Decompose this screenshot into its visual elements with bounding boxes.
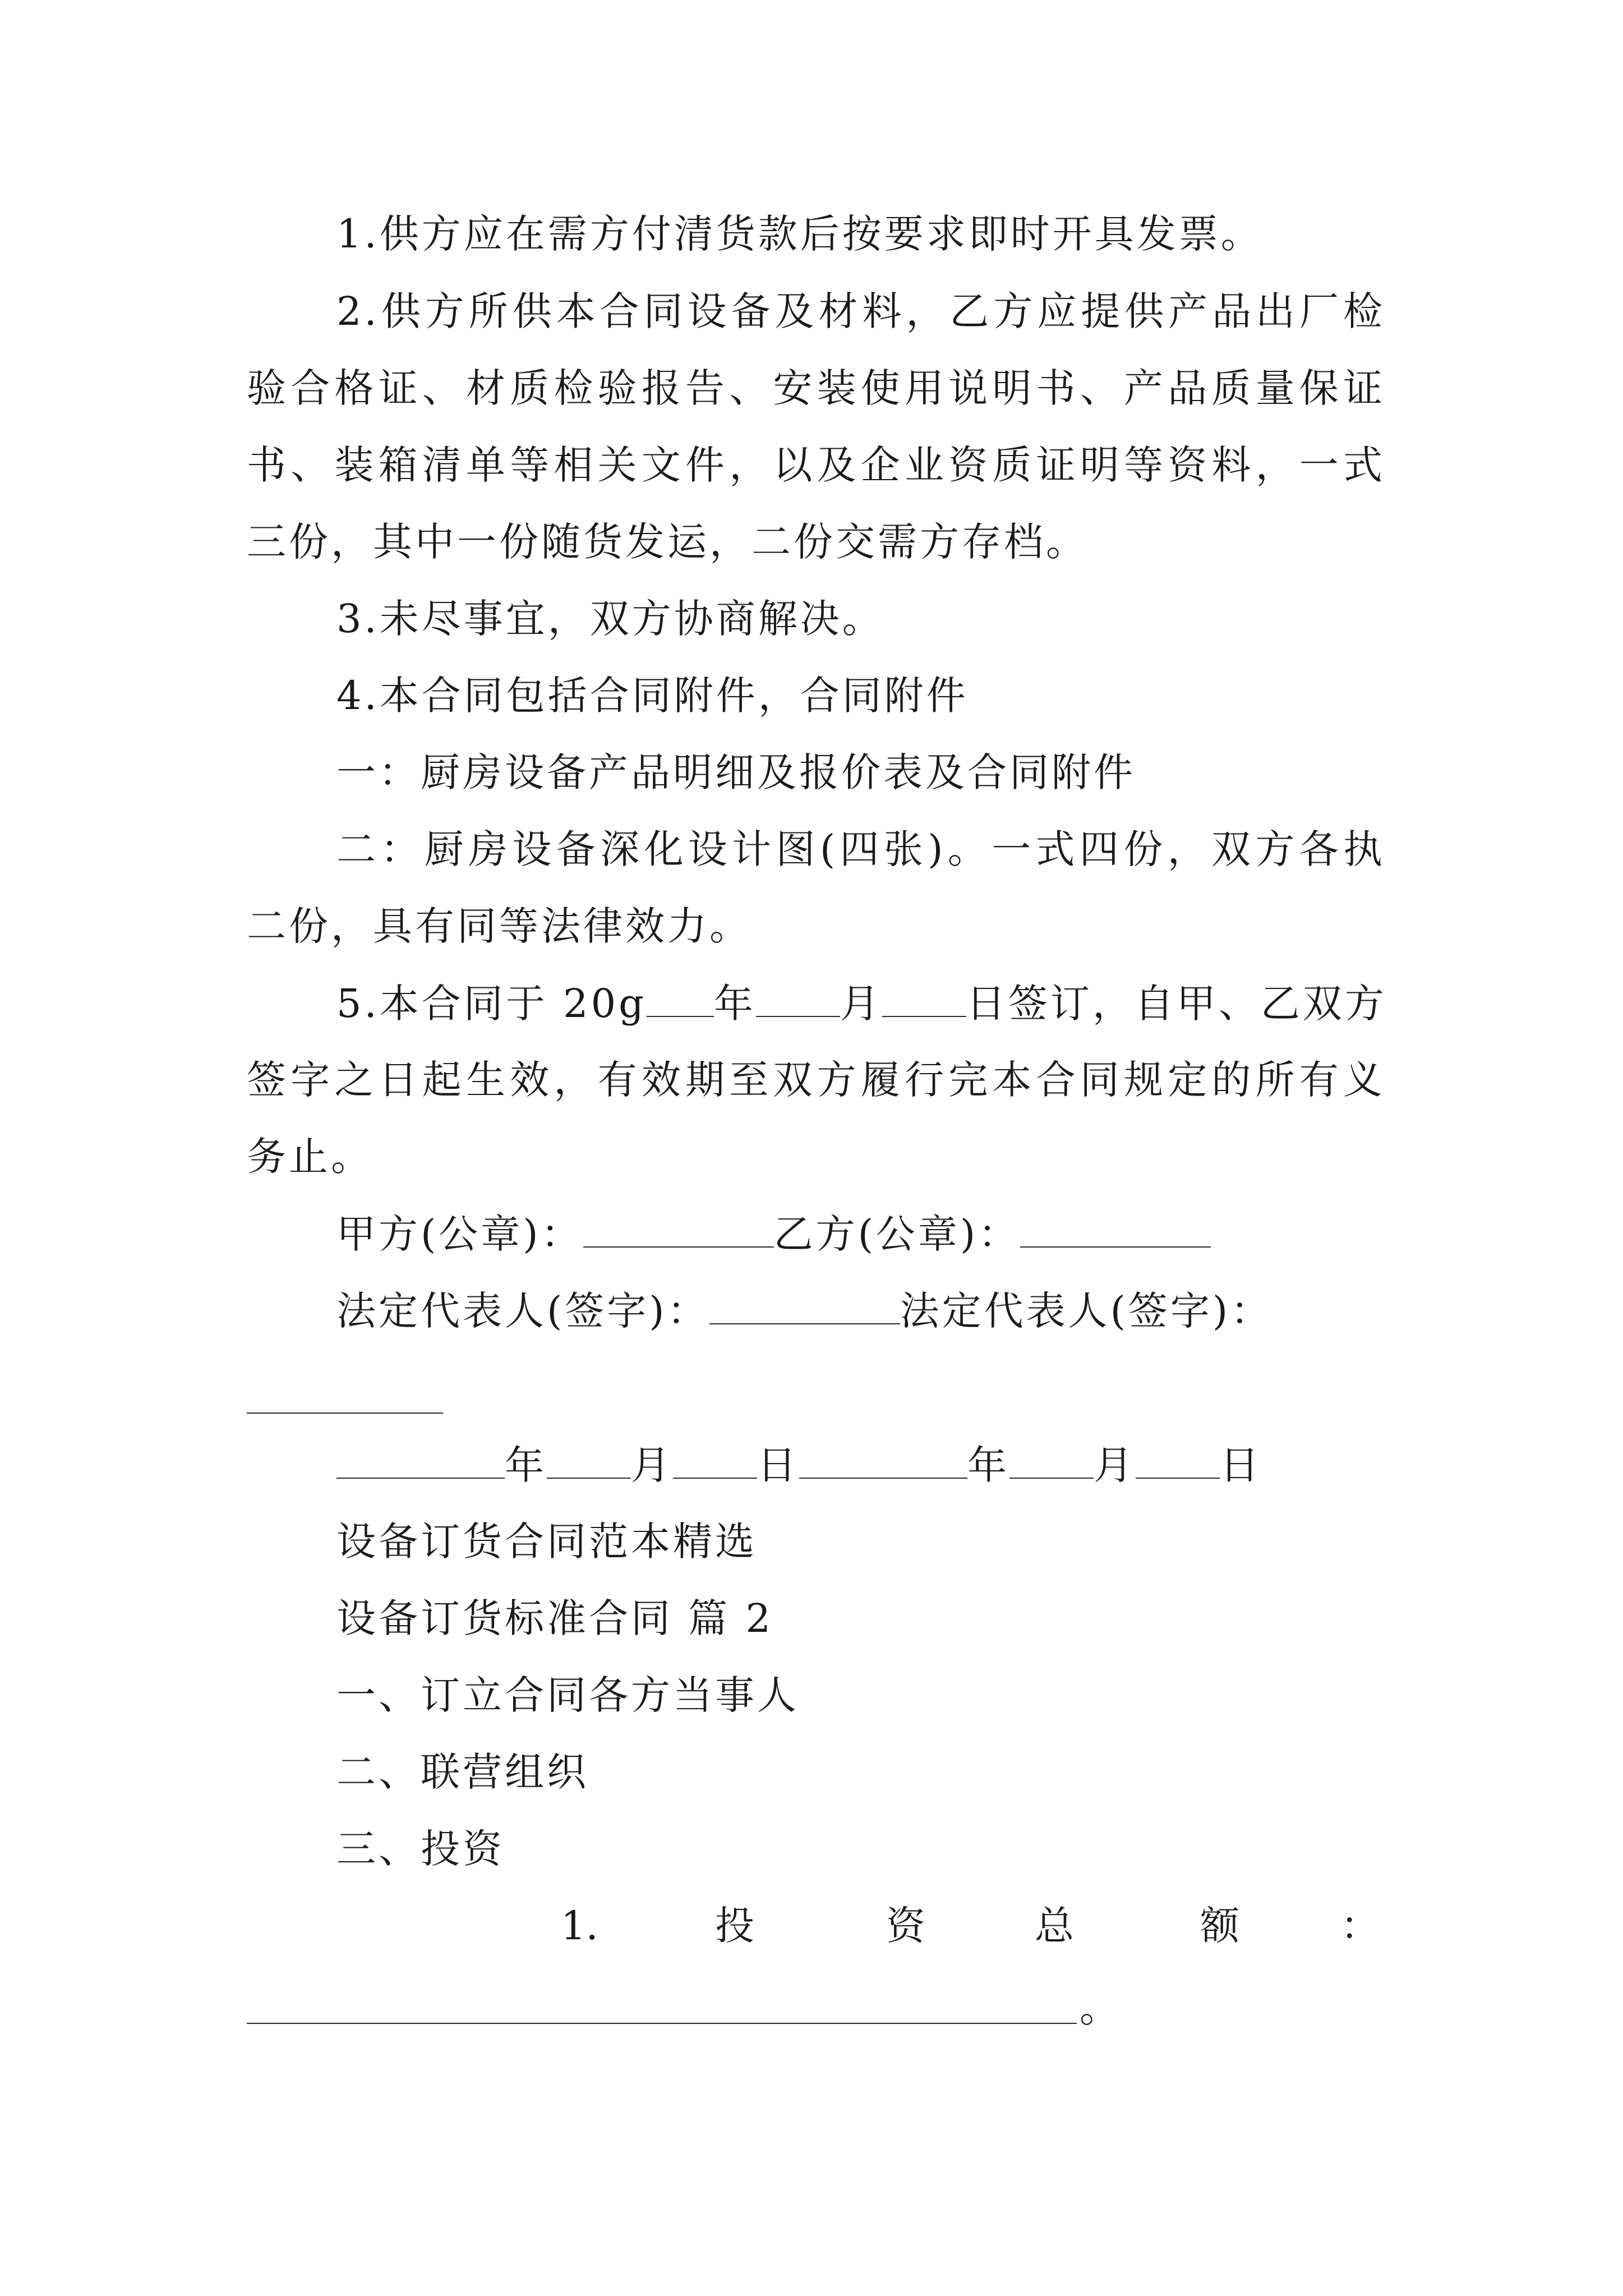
rep-b-label: 法定代表人(签字)： [900,1288,1273,1334]
investment-char-1: 投 [715,1903,754,1949]
party-b-seal-blank[interactable] [1020,1214,1211,1248]
clause-5-prefix: 5.本合同于 20g [336,981,647,1027]
clause-2-line-1: 2.供方所供本合同设备及材料，乙方应提供产品出厂检 [336,288,1385,334]
clause-5-year: 年 [713,981,756,1027]
document-subtitle: 设备订货标准合同 篇 2 [336,1595,774,1641]
date-b-month-blank[interactable] [1009,1445,1094,1479]
rep-a-label: 法定代表人(签字)： [336,1288,709,1334]
investment-char-2: 资 [886,1903,925,1949]
clause-4: 4.本合同包括合同附件，合同附件 [336,673,969,719]
clause-5-tail: 日签订，自甲、乙双方 [966,981,1387,1027]
annex-2-line-2: 二份，具有同等法律效力。 [247,903,751,949]
party-a-seal-label: 甲方(公章)： [336,1211,583,1257]
date-b-month: 月 [1094,1442,1136,1488]
representative-row [336,1288,1385,1334]
investment-colon: ： [1340,1903,1380,1949]
investment-char-3: 总 [1035,1903,1074,1949]
investment-char-4: 额 [1200,1903,1239,1949]
rep-b-blank[interactable] [247,1412,443,1414]
clause-2-line-2: 验合格证、材质检验报告、安装使用说明书、产品质量保证 [247,365,1385,411]
date-b-year-blank[interactable] [799,1445,967,1479]
clause-3: 3.未尽事宜，双方协商解决。 [336,596,884,642]
document-title: 设备订货合同范本精选 [336,1519,757,1565]
clause-1: 1.供方应在需方付清货款后按要求即时开具发票。 [336,211,1263,257]
section-1-heading: 一、订立合同各方当事人 [336,1672,799,1718]
clause-5-line-2: 签字之日起生效，有效期至双方履行完本合同规定的所有义 [247,1057,1385,1103]
date-row [336,1442,1385,1488]
date-b-day: 日 [1220,1442,1262,1488]
section-3-heading: 三、投资 [336,1826,505,1872]
party-b-seal-label: 乙方(公章)： [773,1211,1021,1257]
date-a-day: 日 [757,1442,799,1488]
section-2-heading: 二、联营组织 [336,1749,589,1795]
clause-5-line-1 [336,981,1387,1027]
date-a-year: 年 [505,1442,547,1488]
date-b-year: 年 [967,1442,1009,1488]
rep-a-blank[interactable] [709,1291,900,1324]
clause-5-month: 月 [840,981,882,1027]
seal-row [336,1211,1385,1257]
party-a-seal-blank[interactable] [583,1214,774,1248]
date-a-year-blank[interactable] [336,1445,505,1479]
month-blank[interactable] [756,983,840,1017]
date-a-day-blank[interactable] [673,1445,757,1479]
investment-end: 。 [1080,1985,1119,2031]
clause-5-line-3: 务止。 [247,1134,373,1180]
date-a-month-blank[interactable] [547,1445,631,1479]
investment-number: 1. [561,1903,598,1949]
date-a-month: 月 [631,1442,673,1488]
annex-2-line-1: 二：厨房设备深化设计图(四张)。一式四份，双方各执 [336,826,1385,872]
day-blank[interactable] [882,983,966,1017]
clause-2-line-4: 三份，其中一份随货发运，二份交需方存档。 [247,519,1088,565]
year-blank[interactable] [647,983,714,1017]
investment-amount-blank[interactable] [247,2023,1077,2024]
date-b-day-blank[interactable] [1136,1445,1220,1479]
clause-2-line-3: 书、装箱清单等相关文件，以及企业资质证明等资料，一式 [247,442,1385,488]
annex-1: 一：厨房设备产品明细及报价表及合同附件 [336,749,1136,795]
